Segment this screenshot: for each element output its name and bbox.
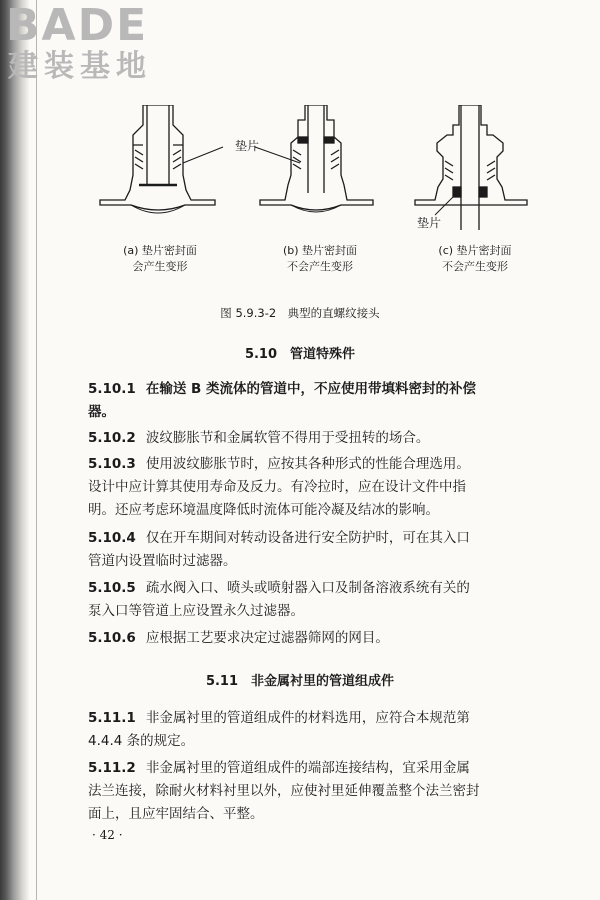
para-line: 设计中应计算其使用寿命及反力。有冷拉时，应在设计文件中指 [88,479,466,495]
para-num: 5.11.1 [88,710,136,726]
para-5-10-6 [88,627,548,650]
para-5-11-2 [88,757,548,826]
para-5-10-1 [88,378,548,424]
para-num: 5.10.3 [88,456,136,472]
para-5-10-5 [88,577,548,623]
para-line: 泵入口等管道上应设置永久过滤器。 [88,603,304,619]
diagram-a [100,105,215,213]
logo-brand: BADE [6,0,149,51]
para-line: 应根据工艺要求决定过滤器筛网的网目。 [145,630,389,646]
diagram-b [260,105,373,212]
diagram-c [415,105,527,230]
caption-c-line2: 不会产生变形 [442,260,508,273]
section-title-510: 5.10 管道特殊件 [244,347,356,362]
logo-brand-cn: 建装基地 [8,49,152,84]
para-num: 5.10.2 [88,430,136,446]
para-5-10-3 [88,453,548,522]
para-line: 在输送 B 类流体的管道中，不应使用带填料密封的补偿 [145,381,477,397]
para-line: 仅在开车期间对转动设备进行安全防护时，可在其入口 [145,530,470,546]
para-5-10-4 [88,527,548,573]
para-num: 5.10.6 [88,630,136,646]
caption-c-line1: (c) 垫片密封面 [438,244,512,257]
para-line: 使用波纹膨胀节时，应按其各种形式的性能合理选用。 [145,456,470,472]
page-number: · 42 · [92,828,123,842]
para-num: 5.10.4 [88,530,136,546]
para-line: 波纹膨胀节和金属软管不得用于受扭转的场合。 [145,430,430,446]
para-line: 面上，且应牢固结合、平整。 [88,806,264,822]
para-line: 疏水阀入口、喷头或喷射器入口及制备溶液系统有关的 [145,580,470,596]
para-line: 明。还应考虑环境温度降低时流体可能冷凝及结冰的影响。 [88,502,439,518]
section-title-511: 5.11 非金属衬里的管道组成件 [205,674,395,689]
para-line: 器。 [88,404,115,420]
caption-c [410,243,540,275]
para-line: 管道内设置临时过滤器。 [88,553,237,569]
para-line: 非金属衬里的管道组成件的材料选用，应符合本规范第 [145,710,470,726]
watermark-logo [6,2,152,84]
para-num: 5.11.2 [88,760,136,776]
caption-a-line2: 会产生变形 [132,260,188,273]
para-num: 5.10.5 [88,580,136,596]
para-5-10-2 [88,427,548,450]
gasket-label-top: 垫片 [235,139,260,153]
page-gutter-shadow [0,0,30,900]
caption-b-line1: (b) 垫片密封面 [282,244,358,257]
caption-a [95,243,225,275]
caption-b [255,243,385,275]
para-line: 非金属衬里的管道组成件的端部连接结构，宜采用金属 [145,760,470,776]
caption-b-line2: 不会产生变形 [287,260,353,273]
binding-line [36,0,37,900]
figure-title: 图 5.9.3-2 典型的直螺纹接头 [220,306,380,320]
caption-a-line1: (a) 垫片密封面 [123,244,197,257]
gasket-label-c: 垫片 [417,216,442,230]
para-num: 5.10.1 [88,381,136,397]
para-5-11-1 [88,707,548,753]
para-line: 法兰连接，除耐火材料衬里以外，应使衬里延伸覆盖整个法兰密封 [88,783,480,799]
para-line: 4.4.4 条的规定。 [88,733,195,749]
